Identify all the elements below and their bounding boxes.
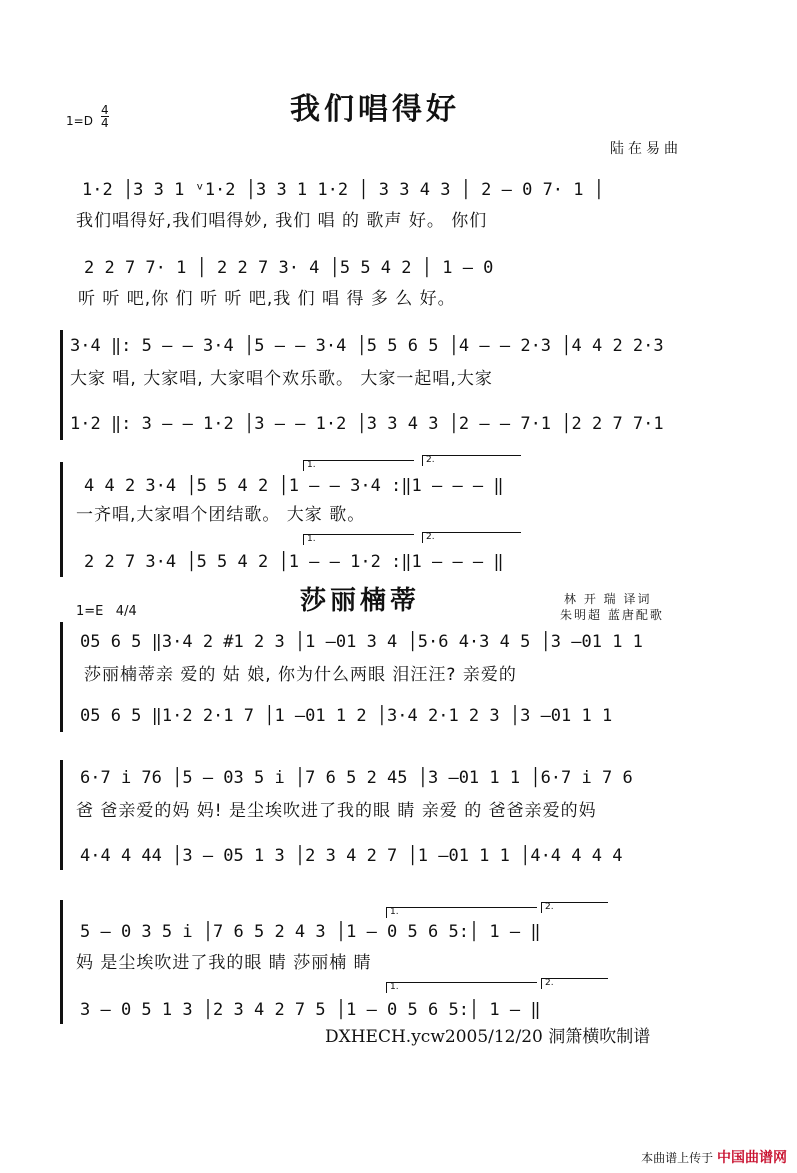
site-logo[interactable]: 本曲谱上传于 中国曲谱网	[641, 1150, 787, 1166]
lyric-row: 听 听 吧,你 们 听 听 吧,我 们 唱 得 多 么 好。	[78, 289, 456, 309]
lyric-row: 莎丽楠蒂亲 爱的 姑 娘, 你为什么两眼 泪汪汪? 亲爱的	[84, 665, 517, 685]
volta-1: 1.	[386, 982, 537, 993]
arranger-credit: 朱明超 蓝唐配歌	[560, 608, 664, 622]
key-signature: 1=D	[66, 114, 93, 128]
notation-row: 1·2 ‖: 3 – – 1·2 │3 – – 1·2 │3 3 4 3 │2 – – 7·1 │2 2 7 7·1	[70, 414, 664, 434]
song-title: 我们唱得好	[290, 92, 460, 127]
volta-2: 2.	[422, 455, 521, 466]
lyricist-credit: 林 开 瑞 译词	[564, 592, 652, 606]
system-brace	[60, 462, 63, 577]
notation-row: 05 6 5 ‖1·2 2·1 7 │1 –01 1 2 │3·4 2·1 2 3 │3 –01 1 1	[80, 706, 613, 726]
time-signature: 4 4	[101, 103, 109, 130]
logo-text: 中国曲谱网	[717, 1150, 787, 1166]
notation-row: 3 – 0 5 1 3 │2 3 4 2 7 5 │1 – 0 5 6 5:│ 1 – ‖	[80, 1000, 541, 1020]
volta-2: 2.	[422, 532, 521, 543]
notation-row: 2 2 7 3·4 │5 5 4 2 │1 – – 1·2 :‖1 – – – ‖	[84, 552, 504, 572]
key-signature: 1=E 4/4	[76, 604, 137, 619]
notation-row: 6·7 i 76 │5 – 03 5 i │7 6 5 2 45 │3 –01 1 1 │6·7 i 7 6	[80, 768, 633, 788]
lyric-row: 妈 是尘埃吹进了我的眼 睛 莎丽楠 睛	[76, 953, 372, 973]
signature: DXHECH.ycw2005/12/20 洞箫横吹制谱	[325, 1027, 651, 1047]
volta-1: 1.	[303, 460, 414, 471]
lyric-row: 爸 爸亲爱的妈 妈! 是尘埃吹进了我的眼 睛 亲爱 的 爸爸亲爱的妈	[76, 801, 597, 821]
composer: 陆在易曲	[610, 141, 682, 157]
system-brace	[60, 330, 63, 440]
notation-row: 4 4 2 3·4 │5 5 4 2 │1 – – 3·4 :‖1 – – – ‖	[84, 476, 504, 496]
volta-2: 2.	[541, 902, 608, 913]
notation-row: 5 – 0 3 5 i │7 6 5 2 4 3 │1 – 0 5 6 5:│ 1 – ‖	[80, 922, 541, 942]
system-brace	[60, 900, 63, 1024]
system-brace	[60, 622, 63, 732]
volta-2: 2.	[541, 978, 608, 989]
song-title: 莎丽楠蒂	[300, 586, 421, 616]
system-brace	[60, 760, 63, 870]
notation-row: 4·4 4 44 │3 – 05 1 3 │2 3 4 2 7 │1 –01 1 1 │4·4 4 4 4	[80, 846, 623, 866]
lyric-row: 大家 唱, 大家唱, 大家唱个欢乐歌。 大家一起唱,大家	[70, 369, 493, 389]
notation-row: 3·4 ‖: 5 – – 3·4 │5 – – 3·4 │5 5 6 5 │4 – – 2·3 │4 4 2 2·3	[70, 336, 664, 356]
notation-row: 2 2 7 7· 1 │ 2 2 7 3· 4 │5 5 4 2 │ 1 – 0	[84, 258, 494, 278]
lyric-row: 一齐唱,大家唱个团结歌。 大家 歌。	[76, 505, 366, 525]
lyric-row: 我们唱得好,我们唱得妙, 我们 唱 的 歌声 好。 你们	[76, 211, 488, 231]
volta-1: 1.	[303, 534, 414, 545]
volta-1: 1.	[386, 907, 537, 918]
notation-row: 1·2 │3 3 1 ᵛ1·2 │3 3 1 1·2 │ 3 3 4 3 │ 2 – 0 7· 1 │	[82, 180, 604, 200]
notation-row: 05 6 5 ‖3·4 2 #1 2 3 │1 –01 3 4 │5·6 4·3 4 5 │3 –01 1 1	[80, 632, 643, 652]
